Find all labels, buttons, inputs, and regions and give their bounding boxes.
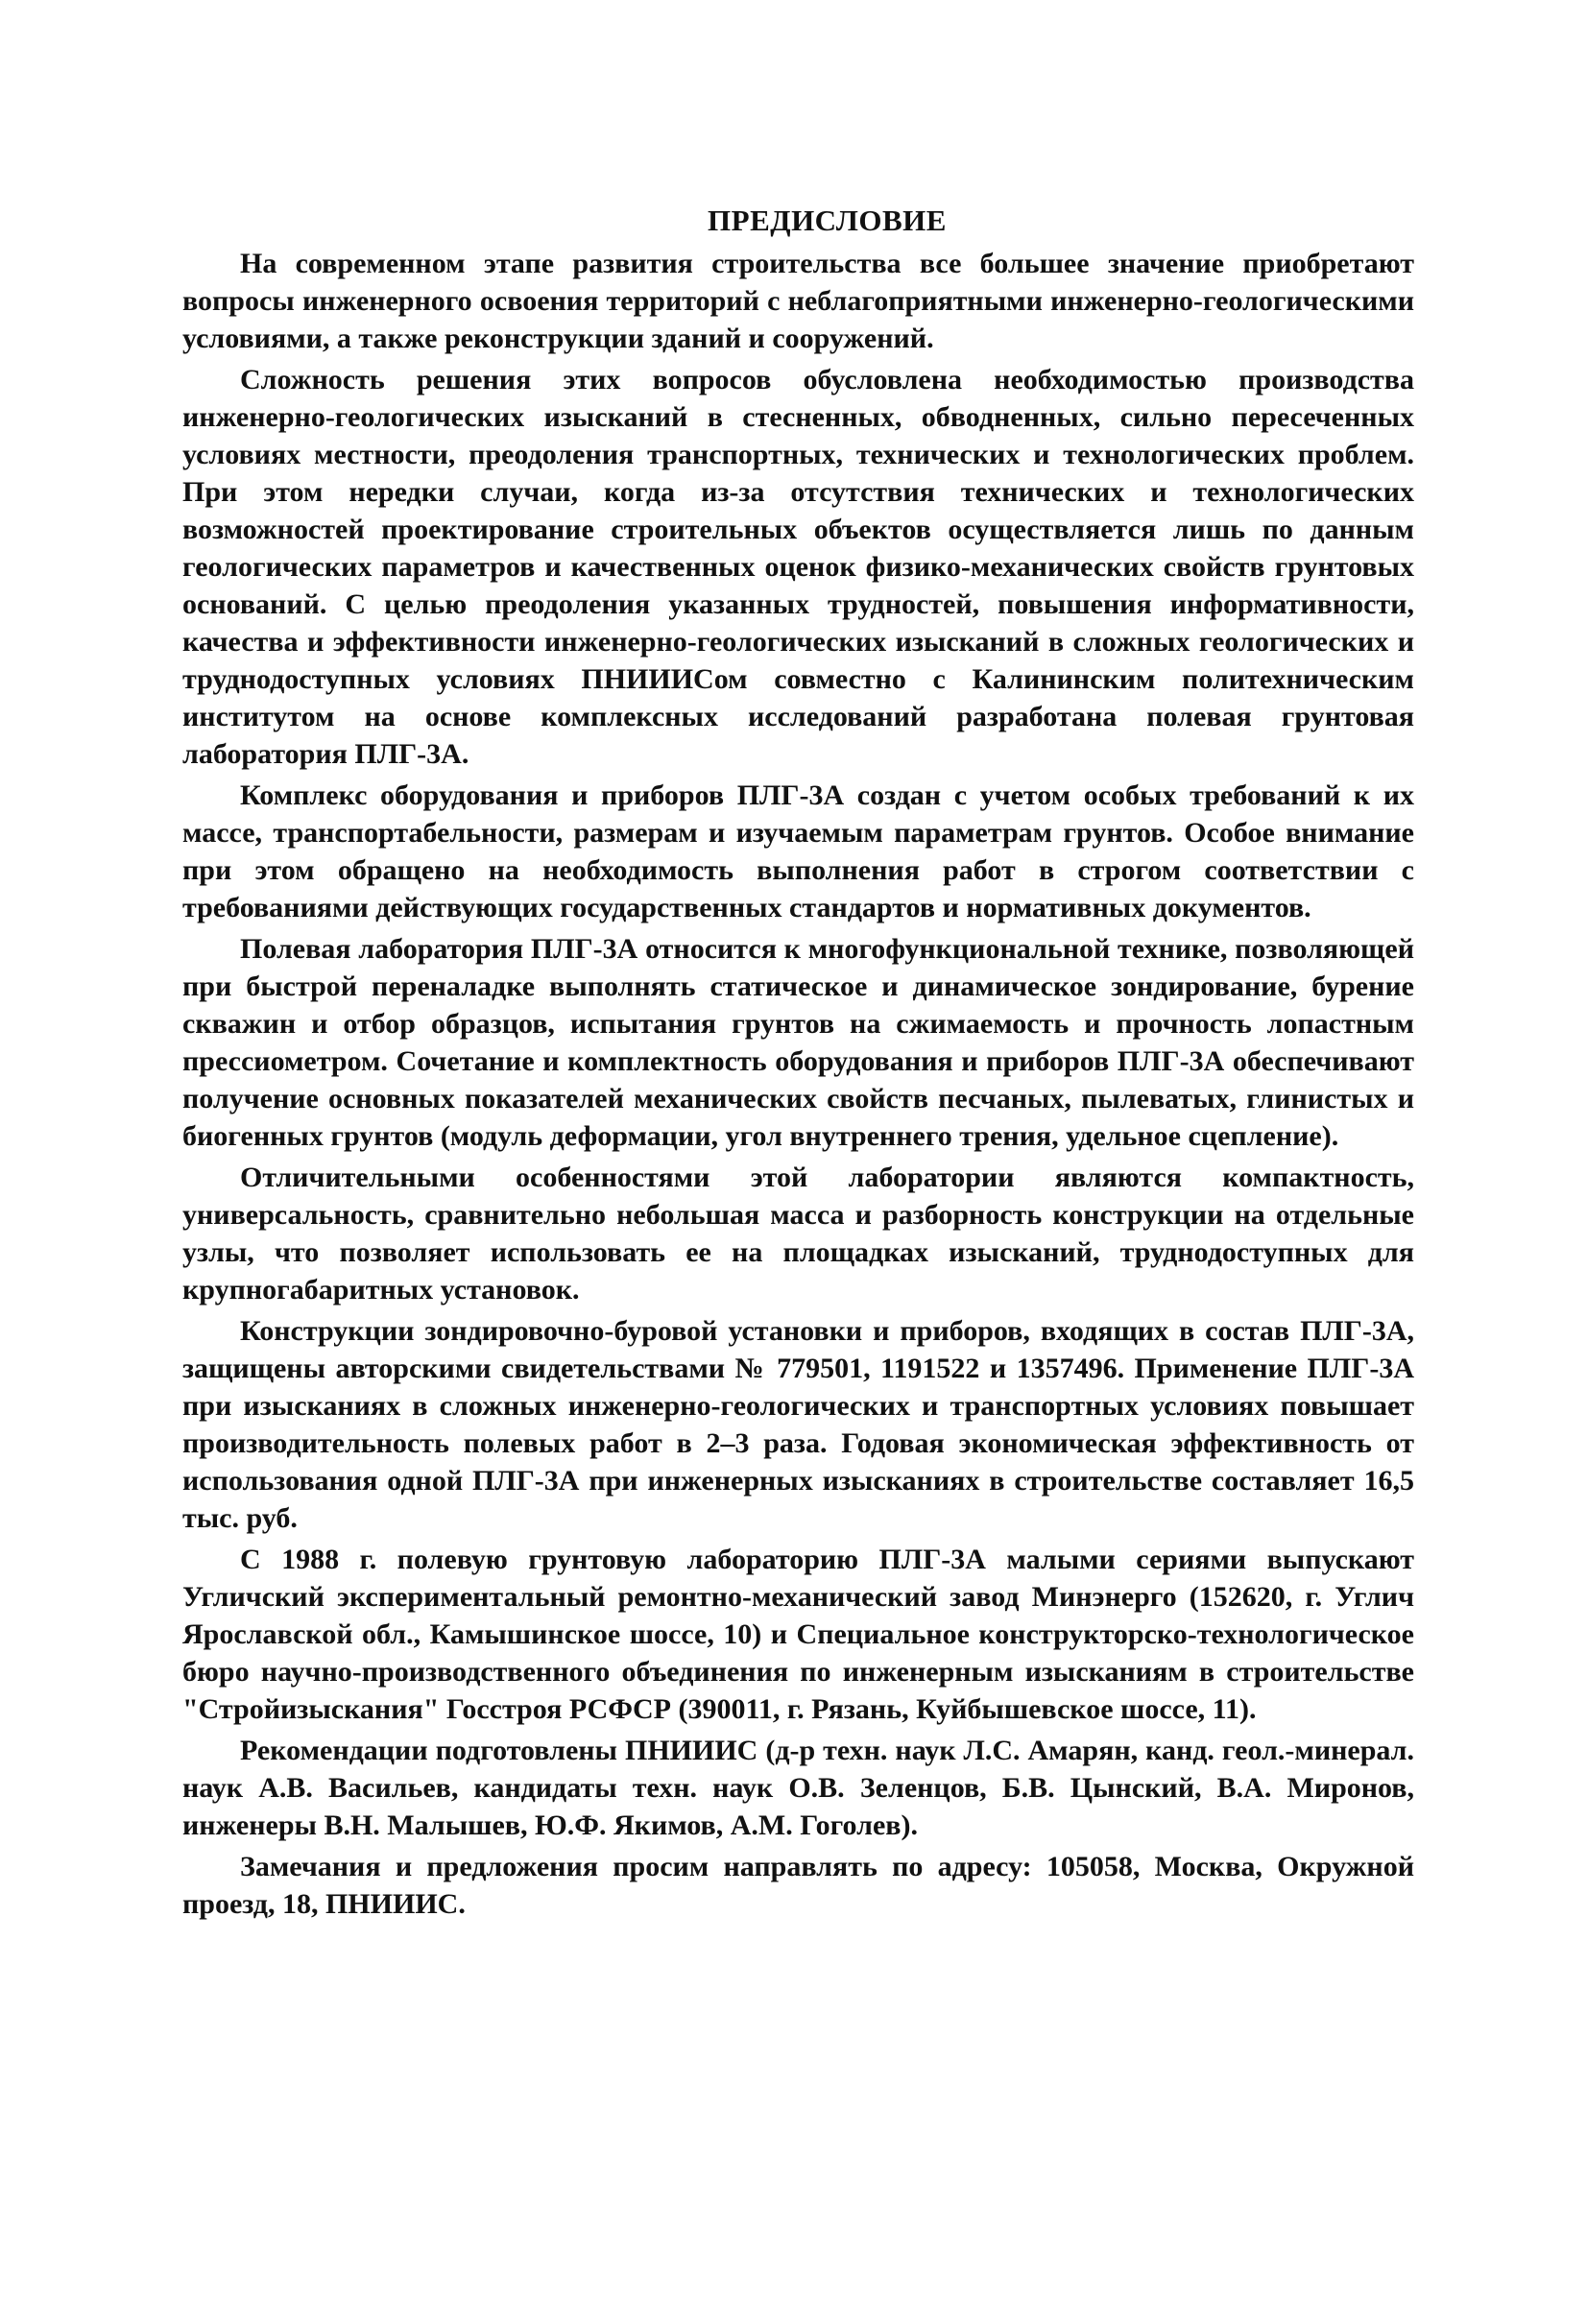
paragraph-6: Конструкции зондировочно-буровой установки и приборов, входящих в состав ПЛГ-3А, защищены авторскими свидетельствами № 779501, 1191522 и 1357496. Применение ПЛГ-3А при изысканиях в сложных инженерно-геологических и транспортных условиях повышает производительность полевых работ в 2–3 раза. Годовая экономическая эффективность от использования одной ПЛГ-3А при инженерных изысканиях в строительстве составляет 16,5 тыс. руб. (182, 1315, 1414, 1534)
paragraph-1: На современном этапе развития строительства все большее значение приобретают вопросы инженерного освоения территорий с неблагоприятными инженерно-геологическими условиями, а также реконструкции зданий и сооружений. (182, 248, 1414, 354)
paragraph-7: С 1988 г. полевую грунтовую лабораторию ПЛГ-3А малыми сериями выпускают Угличский экспериментальный ремонтно-механический завод Минэнерго (152620, г. Углич Ярославской обл., Камышинское шоссе, 10) и Специальное конструкторско-технологическое бюро научно-производственного объединения по инженерным изысканиям в строительстве "Стройизыскания" Госстроя РСФСР (390011, г. Рязань, Куйбышевское шоссе, 11). (182, 1544, 1414, 1725)
paragraph-8: Рекомендации подготовлены ПНИИИС (д-р техн. наук Л.С. Амарян, канд. геол.-минерал. наук А.В. Васильев, кандидаты техн. наук О.В. Зеленцов, Б.В. Цынский, В.А. Миронов, инженеры В.Н. Малышев, Ю.Ф. Якимов, А.М. Гоголев). (182, 1735, 1414, 1841)
paragraph-5: Отличительными особенностями этой лаборатории являются компактность, универсальность, сравнительно небольшая масса и разборность конструкции на отдельные узлы, что позволяет использовать ее на площадках изысканий, труднодоступных для крупногабаритных установок. (182, 1162, 1414, 1306)
page-title: ПРЕДИСЛОВИЕ (708, 204, 947, 237)
paragraph-4: Полевая лаборатория ПЛГ-3А относится к многофункциональной технике, позволяющей при быстрой переналадке выполнять статическое и динамическое зондирование, бурение скважин и отбор образцов, испытания грунтов на сжимаемость и прочность лопастным прессиометром. Сочетание и комплектность оборудования и приборов ПЛГ-3А обеспечивают получение основных показателей механических свойств песчаных, пылеватых, глинистых и биогенных грунтов (модуль деформации, угол внутреннего трения, удельное сцепление). (182, 933, 1414, 1152)
paragraph-9: Замечания и предложения просим направлять по адресу: 105058, Москва, Окружной проезд, 18, ПНИИИС. (182, 1851, 1414, 1920)
document-page (182, 202, 1414, 1927)
paragraph-2: Сложность решения этих вопросов обусловлена необходимостью производства инженерно-геологических изысканий в стесненных, обводненных, сильно пересеченных условиях местности, преодоления транспортных, технических и технологических проблем. При этом нередки случаи, когда из-за отсутствия технических и технологических возможностей проектирование строительных объектов осуществляется лишь по данным геологических параметров и качественных оценок физико-механических свойств грунтовых оснований. С целью преодоления указанных трудностей, повышения информативности, качества и эффективности инженерно-геологических изысканий в сложных геологических и труднодоступных условиях ПНИИИСом совместно с Калининским политехническим институтом на основе комплексных исследований разработана полевая грунтовая лаборатория ПЛГ-3А. (182, 364, 1414, 770)
paragraph-3: Комплекс оборудования и приборов ПЛГ-3А создан с учетом особых требований к их массе, транспортабельности, размерам и изучаемым параметрам грунтов. Особое внимание при этом обращено на необходимость выполнения работ в строгом соответствии с требованиями действующих государственных стандартов и нормативных документов. (182, 779, 1414, 923)
